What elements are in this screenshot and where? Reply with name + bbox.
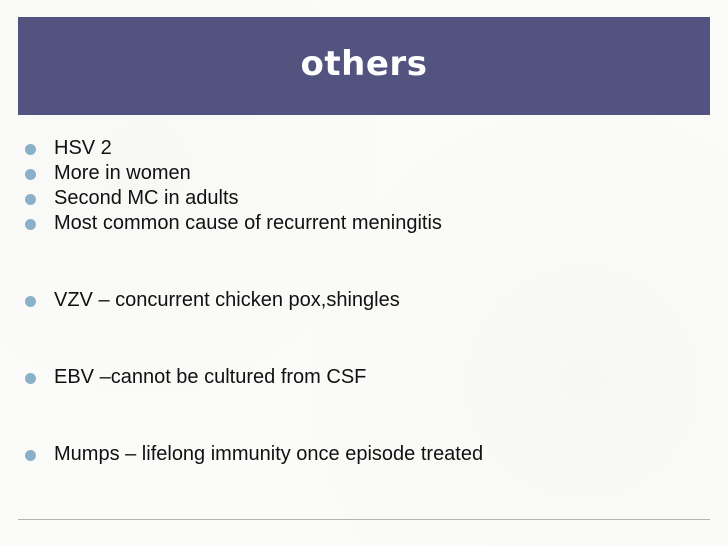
bullet-icon [25,373,36,384]
spacer [20,390,700,442]
bullet-text: Mumps – lifelong immunity once episode treated [54,443,484,465]
bullet-icon [25,194,36,205]
bullet-text: More in women [54,162,191,184]
bottom-divider [18,519,710,520]
bullet-item [20,161,700,186]
slide-title: others [300,44,428,84]
bullet-item [20,186,700,211]
bullet-item [20,288,700,313]
spacer [20,313,700,365]
bullet-item [20,365,700,390]
bullet-text: HSV 2 [54,137,112,159]
bullet-item [20,136,700,161]
bullet-icon [25,296,36,307]
bullet-item [20,211,700,236]
bullet-icon [25,219,36,230]
bullet-icon [25,169,36,180]
bullet-text: Most common cause of recurrent meningitis [54,212,442,234]
spacer [20,236,700,288]
bullet-item [20,442,700,467]
bullet-list [20,136,700,467]
bullet-icon [25,144,36,155]
bullet-text: VZV – concurrent chicken pox,shingles [54,289,400,311]
bullet-text: EBV –cannot be cultured from CSF [54,366,367,388]
bullet-icon [25,450,36,461]
bullet-text: Second MC in adults [54,187,239,209]
title-bar [18,17,710,115]
